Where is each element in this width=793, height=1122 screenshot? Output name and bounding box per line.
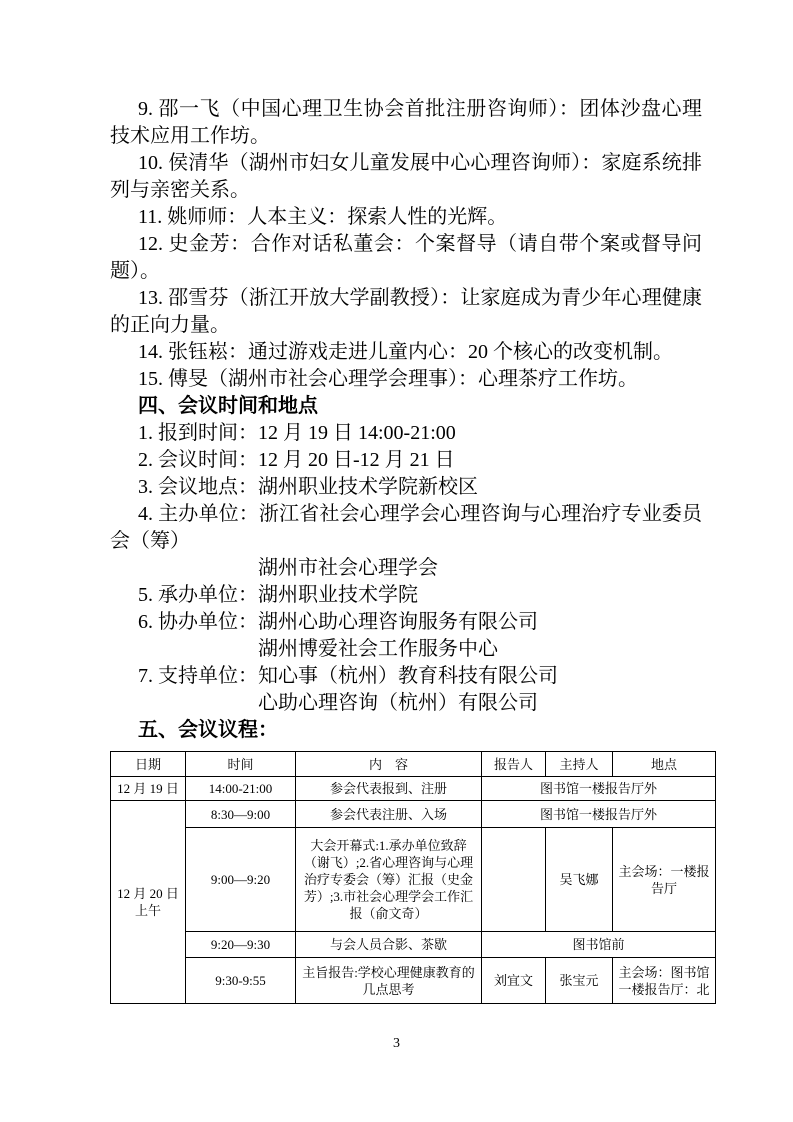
cell-content: 与会人员合影、茶歇 [296, 932, 482, 958]
cell-content: 大会开幕式:1.承办单位致辞（谢飞）;2.省心理咨询与心理治疗专委会（筹）汇报（史金芳）;3.市社会心理学会工作汇报（俞文奇） [296, 828, 482, 932]
cell-date-merged [111, 801, 186, 1004]
cell-content: 主旨报告:学校心理健康教育的几点思考 [296, 958, 482, 1004]
cell-reporter: 刘宜文 [482, 958, 546, 1004]
section-4-heading: 四、会议时间和地点 [138, 395, 318, 417]
table-row [111, 777, 716, 801]
cell-content: 参会代表报到、注册 [296, 777, 482, 801]
header-time: 时间 [186, 752, 296, 777]
date-line-1: 12 月 20 日 [117, 886, 179, 901]
header-date: 日期 [111, 752, 186, 777]
meeting-info-supporter: 7. 支持单位：知心事（杭州）教育科技有限公司 [138, 665, 558, 687]
section-5-heading: 五、会议议程： [138, 719, 278, 741]
header-host: 主持人 [546, 752, 613, 777]
table-row [111, 958, 716, 1004]
cell-location: 主会场：图书馆一楼报告厅：北 [613, 958, 716, 1004]
header-content: 内 容 [296, 752, 482, 777]
table-row [111, 828, 716, 932]
cell-content: 参会代表注册、入场 [296, 801, 482, 828]
cell-time: 14:00-21:00 [186, 777, 296, 801]
meeting-info-location: 3. 会议地点：湖州职业技术学院新校区 [138, 476, 478, 498]
speaker-list-item-14: 14. 张钰崧：通过游戏走进儿童内心：20 个核心的改变机制。 [138, 341, 673, 363]
speaker-list-item-9: 9. 邵一飞（中国心理卫生协会首批注册咨询师）：团体沙盘心理技术应用工作坊。 [110, 98, 702, 147]
speaker-list-item-15: 15. 傅旻（湖州市社会心理学会理事）：心理茶疗工作坊。 [138, 368, 638, 390]
speaker-list-item-11: 11. 姚师师：人本主义：探索人性的光辉。 [138, 206, 508, 228]
supporter-continuation-line: 心助心理咨询（杭州）有限公司 [258, 692, 538, 714]
date-line-2: 上午 [134, 903, 161, 918]
cell-location: 主会场：一楼报告厅 [613, 828, 716, 932]
cell-time: 8:30—9:00 [186, 801, 296, 828]
table-row [111, 801, 716, 828]
speaker-list-item-13: 13. 邵雪芬（浙江开放大学副教授）：让家庭成为青少年心理健康的正向力量。 [110, 287, 702, 336]
agenda-table [110, 751, 716, 1004]
cell-date: 12 月 19 日 [111, 777, 186, 801]
cell-host: 张宝元 [546, 958, 613, 1004]
meeting-info-co-organizer: 6. 协办单位：湖州心助心理咨询服务有限公司 [138, 611, 538, 633]
speaker-list-item-10: 10. 侯清华（湖州市妇女儿童发展中心心理咨询师）：家庭系统排列与亲密关系。 [110, 152, 702, 201]
cell-time: 9:00—9:20 [186, 828, 296, 932]
document-content [110, 96, 710, 1004]
meeting-info-registration-time: 1. 报到时间：12 月 19 日 14:00-21:00 [138, 422, 456, 444]
cell-host: 吴飞娜 [546, 828, 613, 932]
speaker-list-item-12: 12. 史金芳：合作对话私董会：个案督导（请自带个案或督导问题）。 [110, 233, 702, 282]
table-header-row [111, 752, 716, 777]
cell-location-merged: 图书馆前 [482, 932, 716, 958]
page-number: 3 [393, 1036, 400, 1051]
header-location: 地点 [613, 752, 716, 777]
meeting-info-meeting-time: 2. 会议时间：12 月 20 日-12 月 21 日 [138, 449, 455, 471]
header-reporter: 报告人 [482, 752, 546, 777]
cell-time: 9:30-9:55 [186, 958, 296, 1004]
co-organizer-continuation-line: 湖州博爱社会工作服务中心 [258, 638, 498, 660]
table-row [111, 932, 716, 958]
cell-reporter [482, 828, 546, 932]
cell-location-merged: 图书馆一楼报告厅外 [482, 777, 716, 801]
meeting-info-undertaker: 5. 承办单位：湖州职业技术学院 [138, 584, 418, 606]
organizer-continuation-line: 湖州市社会心理学会 [258, 557, 438, 579]
meeting-info-organizer: 4. 主办单位：浙江省社会心理学会心理咨询与心理治疗专业委员会（筹） [110, 503, 702, 552]
cell-time: 9:20—9:30 [186, 932, 296, 958]
cell-location-merged: 图书馆一楼报告厅外 [482, 801, 716, 828]
